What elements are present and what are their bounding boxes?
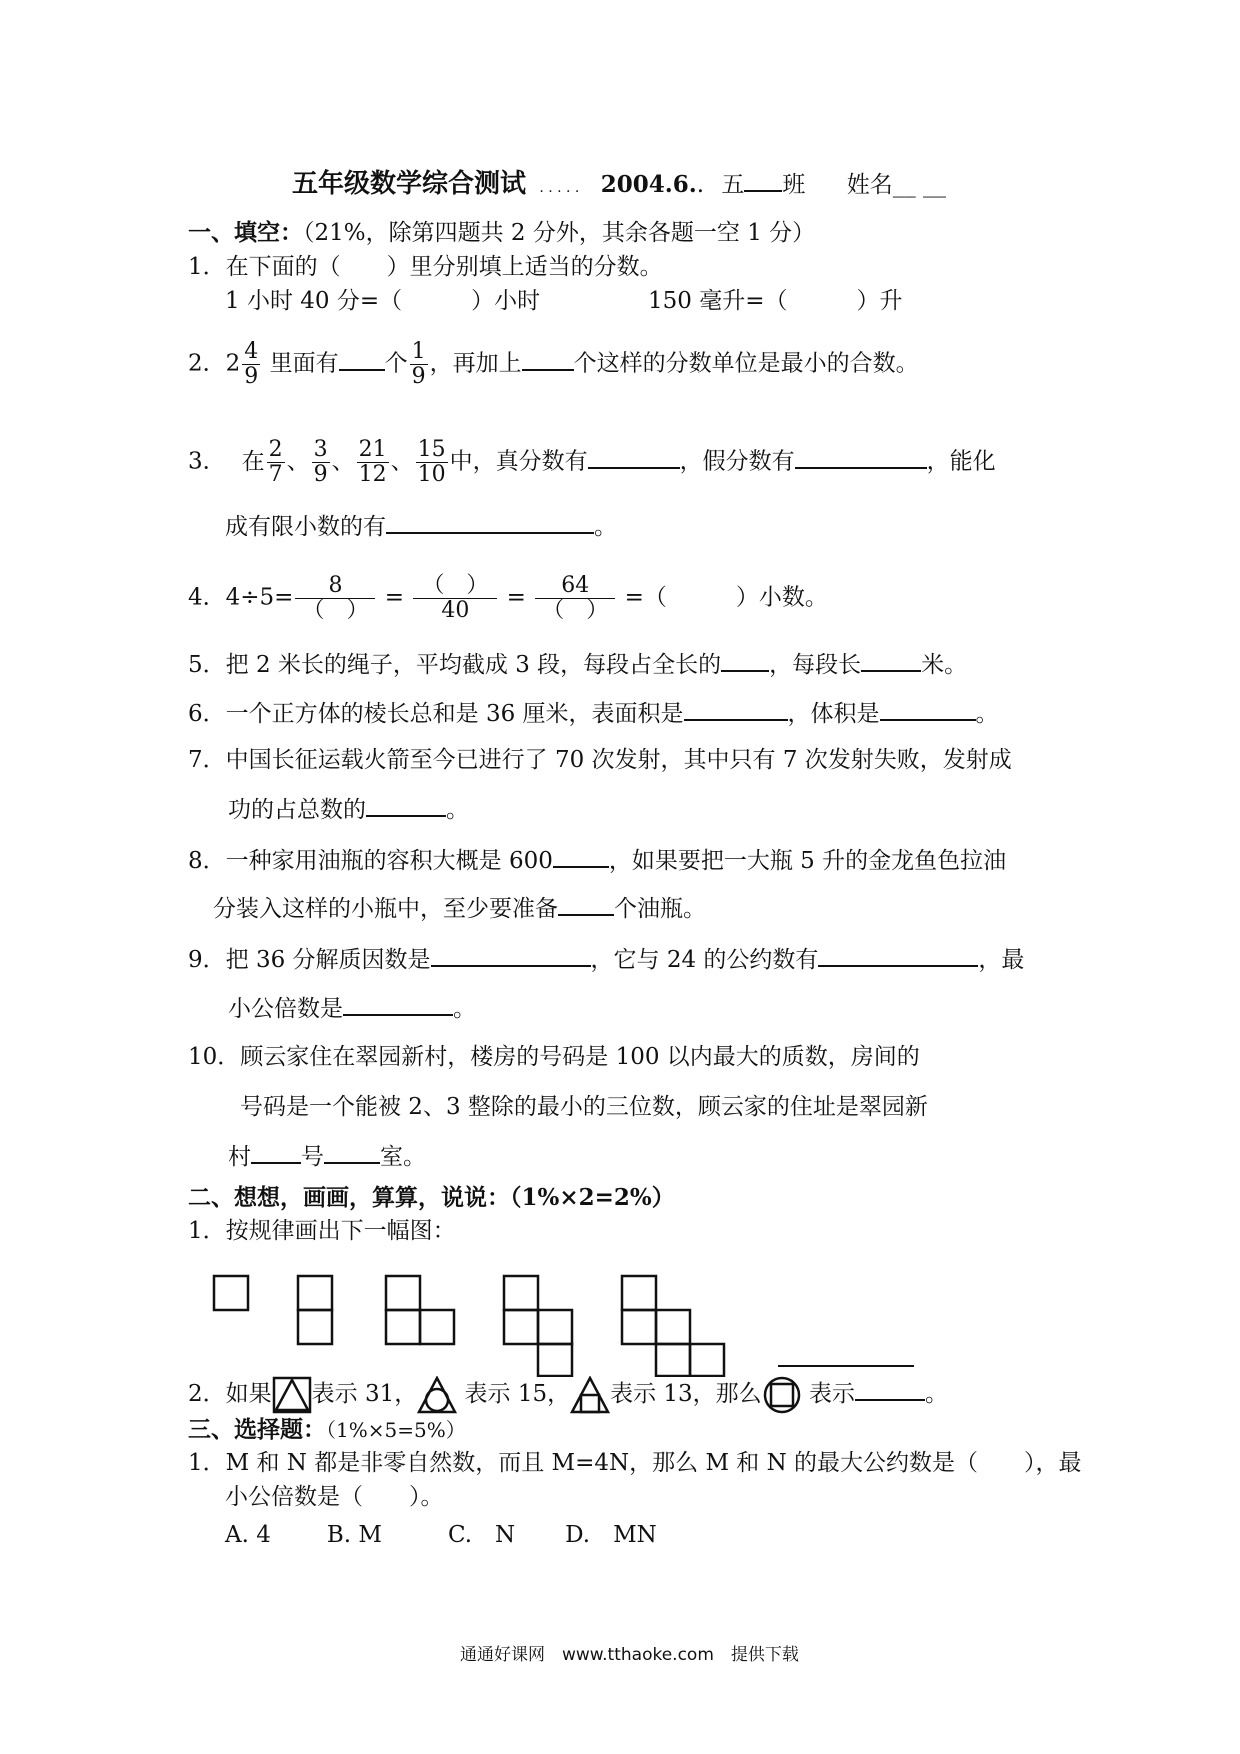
name-blank[interactable]: __ __ xyxy=(892,172,946,198)
answer-blank[interactable] xyxy=(324,1140,380,1164)
answer-line-top[interactable] xyxy=(778,1365,914,1367)
answer-blank[interactable] xyxy=(818,943,978,967)
option-a[interactable]: A. 4 xyxy=(225,1522,271,1548)
square-shape xyxy=(420,1310,454,1344)
pattern-figures xyxy=(200,1265,740,1377)
answer-blank[interactable] xyxy=(558,892,614,916)
option-c[interactable]: C. N xyxy=(447,1522,516,1548)
answer-blank[interactable] xyxy=(721,648,769,672)
answer-blank[interactable] xyxy=(855,1377,925,1401)
square-shape xyxy=(622,1276,656,1310)
option-b[interactable]: B. M xyxy=(326,1522,382,1548)
section2-heading: 二、想想，画画，算算，说说：（1%×2=2%） xyxy=(188,1184,675,1211)
section1-heading xyxy=(188,218,815,248)
class-prefix: 五 xyxy=(721,172,745,198)
answer-blank[interactable] xyxy=(684,697,788,721)
page-footer: 通通好课网 www.tthaoke.com 提供下载 xyxy=(460,1645,799,1665)
square-shape xyxy=(538,1310,572,1344)
fraction: $\frac{15}{10}$ xyxy=(417,437,446,487)
q1-8: 8．一种家用油瓶的容积大概是 600 ，如果要把一大瓶 5 升的金龙鱼色拉油 xyxy=(188,844,1006,876)
q1-3: 3． 在 $\frac{2}{7}$ 、 $\frac{3}{9}$ 、 $\frac{21}{12}$ 、 $\frac{15}{10}$ 中，真分数有 ，假分数有 ，能化 xyxy=(188,437,996,487)
answer-blank[interactable] xyxy=(339,347,385,371)
q1-3-line2: 成有限小数的有 。 xyxy=(225,510,617,542)
answer-blank[interactable] xyxy=(522,347,574,371)
circle-in-triangle-icon xyxy=(417,1376,457,1414)
q1-7: 7．中国长征运载火箭至今已进行了 70 次发射，其中只有 7 次发射失败，发射成 xyxy=(188,747,1012,773)
q2-1: 1．按规律画出下一幅图： xyxy=(188,1218,456,1244)
fraction: $\frac{8}{( )}$ xyxy=(295,574,375,623)
q1-10: 10．顾云家住在翠园新村，楼房的号码是 100 以内最大的质数，房间的 xyxy=(188,1044,920,1070)
q1-4: 4．4÷5= $\frac{8}{( )}$ = $\frac{( )}{40}$ = $\frac{64}{( )}$ =（ ）小数。 xyxy=(188,573,828,623)
square-in-triangle-icon xyxy=(570,1376,610,1414)
fraction: $\frac{21}{12}$ xyxy=(358,437,387,487)
square-shape xyxy=(298,1276,332,1310)
q2-2: 2．如果 表示 31， 表示 15， 表示 13，那么 表示 。 xyxy=(188,1376,948,1414)
square-shape xyxy=(386,1310,420,1344)
square-in-circle-icon xyxy=(762,1376,802,1414)
q3-1-line2: 小公倍数是（ ）。 xyxy=(225,1484,444,1510)
square-shape xyxy=(214,1276,248,1310)
answer-blank[interactable] xyxy=(588,445,680,469)
fraction: $\frac{3}{9}$ xyxy=(313,437,328,487)
section3-heading: 三、选择题：（1%×5=5%） xyxy=(188,1416,466,1443)
square-shape xyxy=(622,1310,656,1344)
answer-blank[interactable] xyxy=(366,793,446,817)
q1-1-b: 150 毫升=（ ）升 xyxy=(648,288,903,314)
q1-1: 1．在下面的（ ）里分别填上适当的分数。 xyxy=(188,254,663,280)
fraction: $\frac{1}{9}$ xyxy=(411,339,426,389)
page-header xyxy=(292,168,946,203)
date-dot: . xyxy=(696,172,705,198)
square-shape xyxy=(386,1276,420,1310)
q1-2: 2．2 $\frac{4}{9}$ 里面有 个 $\frac{1}{9}$ ，再加上 个这样的分数单位是最小的合数。 xyxy=(188,339,919,389)
answer-blank[interactable] xyxy=(861,648,921,672)
option-d[interactable]: D. MN xyxy=(565,1522,657,1548)
q1-8-line2: 分装入这样的小瓶中，至少要准备 个油瓶。 xyxy=(213,892,706,924)
answer-blank[interactable] xyxy=(343,992,453,1016)
square-shape xyxy=(504,1310,538,1344)
answer-blank[interactable] xyxy=(251,1140,301,1164)
q1-6: 6．一个正方体的棱长总和是 36 厘米，表面积是 ，体积是 。 xyxy=(188,697,999,729)
answer-blank[interactable] xyxy=(431,943,591,967)
q1-5: 5．把 2 米长的绳子，平均截成 3 段，每段占全长的 ，每段长 米。 xyxy=(188,648,967,680)
section1-title: 一、填空： xyxy=(188,219,303,246)
fraction: $\frac{4}{9}$ xyxy=(244,339,259,389)
class-blank[interactable] xyxy=(744,168,782,192)
q3-1: 1．M 和 N 都是非零自然数，而且 M=4N，那么 M 和 N 的最大公约数是（ ），最 xyxy=(188,1450,1082,1476)
q1-10-line2: 号码是一个能被 2、3 整除的最小的三位数，顾云家的住址是翠园新 xyxy=(240,1094,928,1120)
q1-1-a: 1 小时 40 分=（ ）小时 xyxy=(225,288,541,314)
q1-9: 9．把 36 分解质因数是 ，它与 24 的公约数有 ，最 xyxy=(188,943,1024,975)
square-shape xyxy=(690,1344,724,1376)
square-shape xyxy=(538,1344,572,1376)
answer-blank[interactable] xyxy=(880,697,976,721)
q3-1-options xyxy=(225,1520,657,1550)
q1-7-line2: 功的占总数的 。 xyxy=(228,793,469,825)
answer-blank[interactable] xyxy=(553,844,609,868)
class-suffix: 班 xyxy=(782,172,806,198)
fraction: $\frac{( )}{40}$ xyxy=(413,574,497,623)
q1-10-line3: 村 号 室。 xyxy=(228,1140,426,1172)
page-title: 五年级数学综合测试 xyxy=(292,169,527,199)
title-dots: . . . . . xyxy=(539,180,580,196)
section1-note: （21%，除第四题共 2 分外，其余各题一空 1 分） xyxy=(303,220,816,246)
test-date: 2004.6. xyxy=(600,171,697,198)
answer-blank[interactable] xyxy=(386,510,594,534)
q1-9-line2: 小公倍数是 。 xyxy=(228,992,476,1024)
name-label: 姓名 xyxy=(846,172,893,198)
square-shape xyxy=(298,1310,332,1344)
fraction: $\frac{2}{7}$ xyxy=(268,437,283,487)
square-shape xyxy=(656,1344,690,1376)
answer-blank[interactable] xyxy=(795,445,927,469)
square-shape xyxy=(504,1276,538,1310)
square-shape xyxy=(656,1310,690,1344)
q2-number: 2．2 xyxy=(188,350,241,377)
triangle-in-square-icon xyxy=(272,1376,312,1414)
fraction: $\frac{64}{( )}$ xyxy=(535,574,615,623)
